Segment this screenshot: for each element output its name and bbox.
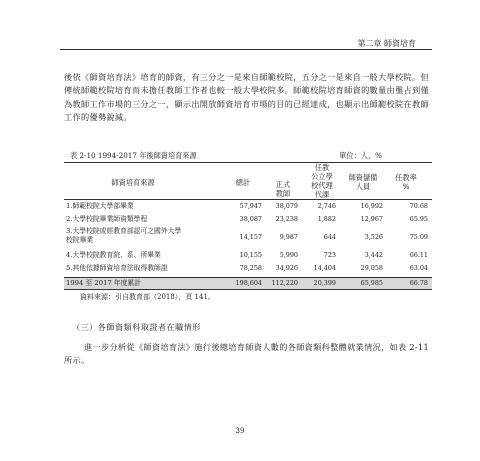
total-reserve: 65,985 bbox=[360, 279, 383, 287]
table-rule-mid bbox=[64, 199, 432, 200]
cell-formal: 5,990 bbox=[279, 251, 298, 259]
cell-formal: 34,926 bbox=[275, 264, 298, 272]
cell-rate: 70.68 bbox=[409, 202, 428, 210]
table-rule-bottom bbox=[64, 289, 432, 290]
total-formal: 112,220 bbox=[271, 279, 298, 287]
header-formal: 正式 教師 bbox=[275, 180, 291, 198]
cell-substitute: 2,746 bbox=[317, 202, 336, 210]
header-source: 師資培育來源 bbox=[111, 178, 155, 187]
total-rate: 66.78 bbox=[409, 279, 428, 287]
paragraph-2: 進一步分析從《師資培育法》施行後總培育師資人數的各師資類科整體就業情況，如表 2-11 所示。 bbox=[64, 342, 430, 366]
cell-total: 14,157 bbox=[239, 233, 262, 241]
cell-substitute: 14,404 bbox=[313, 264, 336, 272]
cell-formal: 23,238 bbox=[275, 215, 298, 223]
running-header: 第二章 師資培育 bbox=[357, 39, 416, 48]
paragraph-1: 後依《師資培育法》培育的師資，有三分之一是來自師範校院，五分之一是來自一般大學校院。但傳統師範校院培育而未擔任教師工作者也較一般大學校院多。師範校院培育師資的數量由壟占到僅為教師工作市場的三分之一，顯示出開放師資培育市場的目的已經達成，也顯示出師範校院在教師工作的優勢銳減。 bbox=[64, 72, 429, 123]
row-label: 5.其他依據師資培育法取得教師證 bbox=[66, 264, 168, 272]
cell-total: 57,947 bbox=[239, 202, 262, 210]
cell-total: 78,258 bbox=[239, 264, 262, 272]
cell-formal: 9,987 bbox=[279, 233, 298, 241]
cell-reserve: 12,967 bbox=[360, 215, 383, 223]
row-label: 2.大學校院畢業師資類學程 bbox=[66, 215, 148, 223]
cell-rate: 65.95 bbox=[409, 215, 428, 223]
cell-formal: 38,079 bbox=[275, 202, 298, 210]
cell-substitute: 723 bbox=[323, 251, 336, 259]
cell-substitute: 644 bbox=[323, 233, 336, 241]
cell-reserve: 16,992 bbox=[360, 202, 383, 210]
row-label: 4.大學校院教育院、系、所畢業 bbox=[66, 251, 161, 259]
table-caption bbox=[70, 151, 420, 161]
cell-substitute: 1,882 bbox=[317, 215, 336, 223]
header-reserve: 師資儲備 人員 bbox=[348, 173, 378, 191]
header-rate: 任教率 % bbox=[395, 173, 417, 191]
cell-rate: 75.09 bbox=[409, 233, 428, 241]
section-heading: （三）各師資類科取證者在職情形 bbox=[72, 322, 201, 332]
header-rule bbox=[60, 49, 432, 50]
cell-reserve: 3,526 bbox=[364, 233, 383, 241]
table-caption-title: 表 2-10 1994-2017 年後師資培育來源 bbox=[70, 151, 197, 160]
page-number: 39 bbox=[235, 427, 245, 435]
table-unit: 單位：人，% bbox=[339, 151, 382, 160]
table-rule-total bbox=[64, 277, 432, 278]
cell-reserve: 29,058 bbox=[360, 264, 383, 272]
cell-rate: 66.11 bbox=[409, 251, 428, 259]
cell-total: 38,087 bbox=[239, 215, 262, 223]
cell-reserve: 3,442 bbox=[364, 251, 383, 259]
cell-total: 10,155 bbox=[239, 251, 262, 259]
header-total: 總計 bbox=[235, 178, 251, 187]
row-label: 3.大學校院或經教育部認可之國外大學校院畢業 bbox=[66, 227, 182, 244]
total-total: 198,604 bbox=[235, 279, 262, 287]
row-label: 1.師範校院大學部畢業 bbox=[66, 202, 134, 210]
header-substitute: 任教 公立學 校代理 代課 bbox=[311, 163, 333, 199]
total-substitute: 20,399 bbox=[313, 279, 336, 287]
cell-rate: 63.04 bbox=[409, 264, 428, 272]
table-rule-top bbox=[64, 162, 432, 163]
total-label: 1994 至 2017 年度累計 bbox=[66, 279, 142, 287]
table-source-note: 資料來源：引自教育部（2018），頁 141。 bbox=[80, 293, 215, 301]
